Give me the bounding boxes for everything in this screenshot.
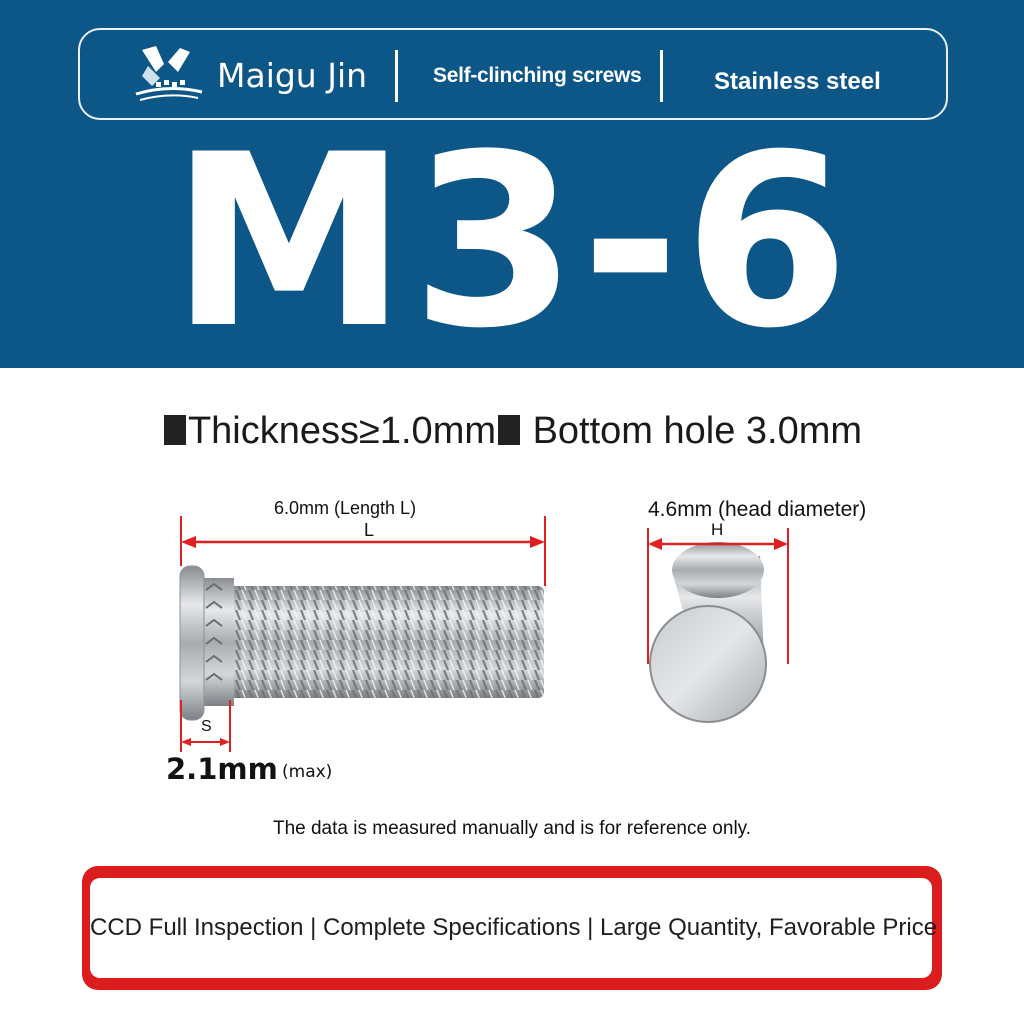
- promo-banner: [82, 866, 942, 990]
- product-material: Stainless steel: [714, 68, 881, 95]
- screw-end-view: [650, 542, 766, 722]
- reference-note: The data is measured manually and is for reference only.: [272, 818, 752, 839]
- bottom-hole-spec: Bottom hole 3.0mm: [532, 410, 863, 452]
- shoulder-value: 2.1mm: [166, 752, 278, 786]
- length-letter: L: [364, 520, 375, 540]
- head-letter: H: [711, 520, 724, 539]
- screw-side-view: [180, 566, 544, 720]
- promo-banner-inner: [90, 878, 938, 978]
- promo-text: CCD Full Inspection | Complete Specifications | Large Quantity, Favorable Price: [90, 914, 938, 941]
- shoulder-note: (max): [282, 762, 333, 782]
- thickness-spec: Thickness≥1.0mm: [187, 410, 496, 452]
- head-caption: 4.6mm (head diameter): [648, 498, 867, 521]
- length-dimension: [181, 516, 545, 586]
- length-caption: 6.0mm (Length L): [274, 498, 417, 518]
- brand-name: Maigu Jin: [217, 56, 368, 95]
- model-title: M3-6: [170, 104, 854, 381]
- shoulder-letter: S: [201, 718, 212, 735]
- product-category: Self-clinching screws: [433, 64, 642, 87]
